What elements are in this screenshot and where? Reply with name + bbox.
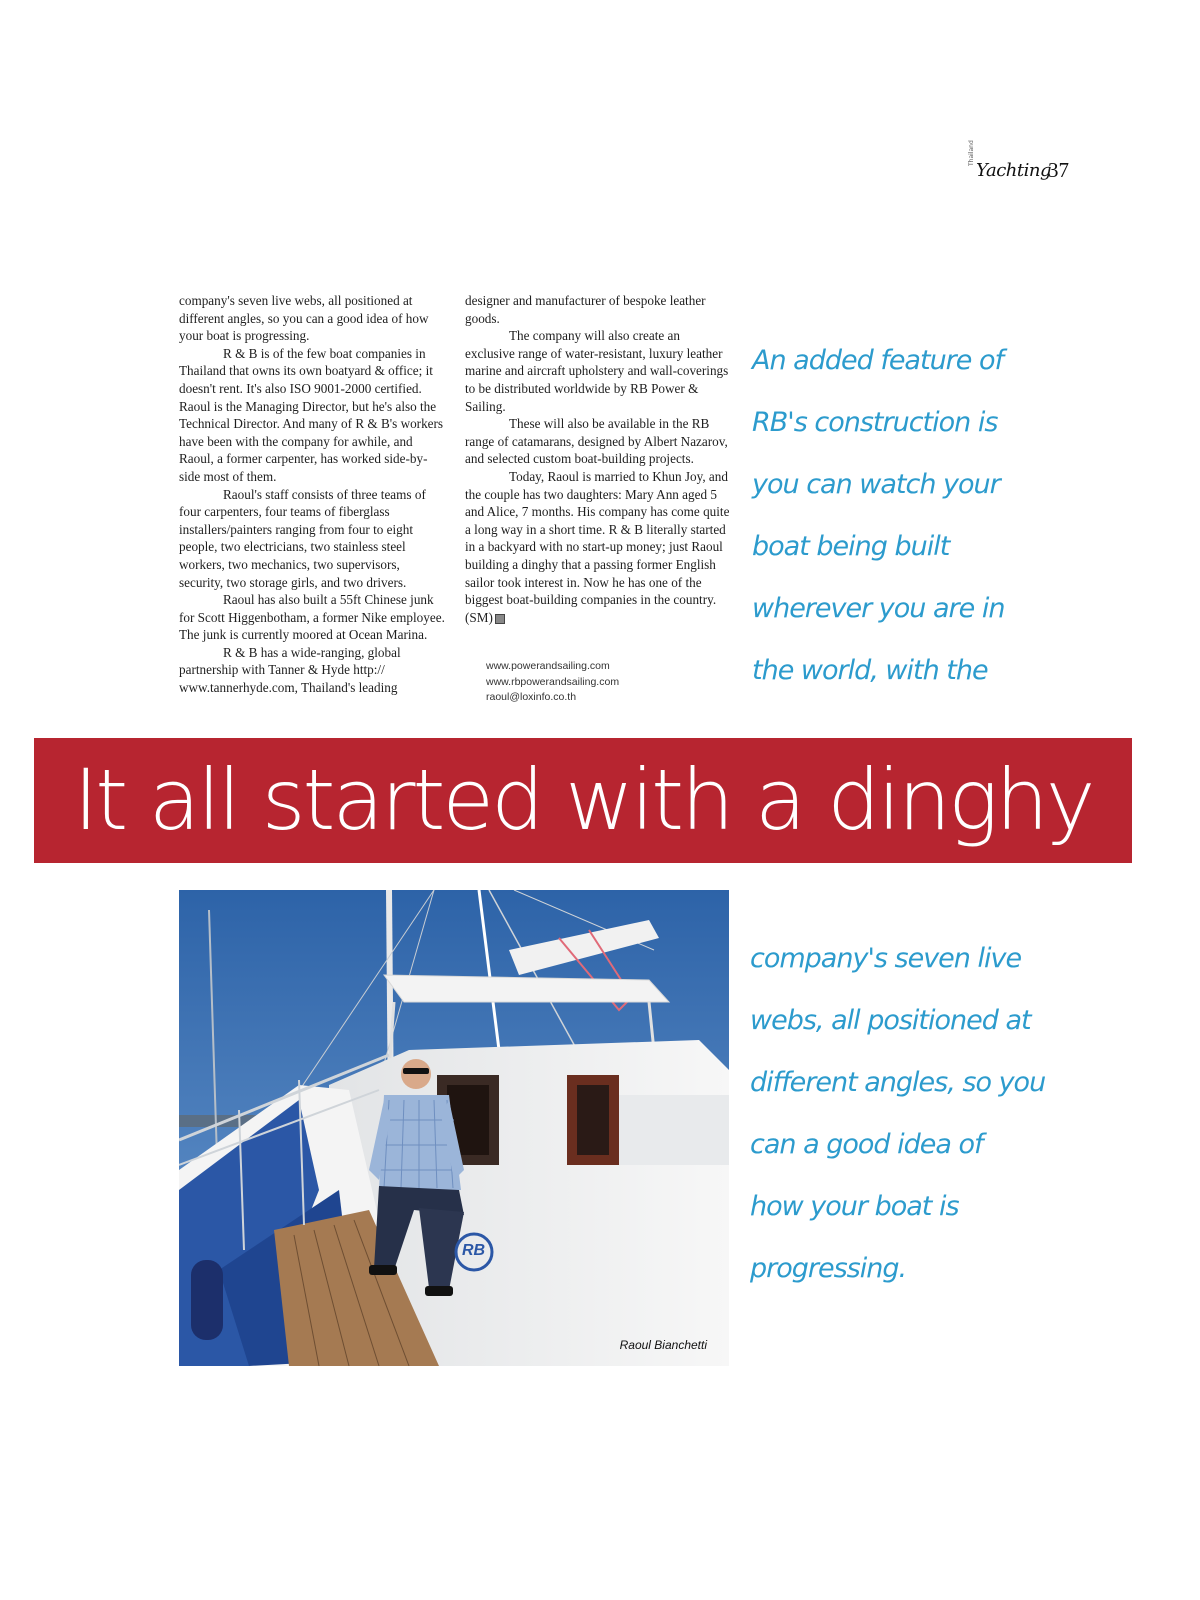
contact-email[interactable]: raoul@loxinfo.co.th xyxy=(486,691,577,703)
pull-quote-line: progressing. xyxy=(750,1253,907,1284)
headline: It all started with a dinghy xyxy=(73,751,1093,849)
link-powerandsailing[interactable]: www.powerandsailing.com xyxy=(486,660,610,672)
article-paragraph: The company will also create an exclusive range of water-resistant, luxury leather marine and aircraft upholstery and wall-coverings to be distributed worldwide by RB Power & Sailing. xyxy=(465,328,729,414)
pull-quote-line: you can watch your xyxy=(752,469,1000,500)
link-rbpowerandsailing[interactable]: www.rbpowerandsailing.com xyxy=(486,675,620,688)
pull-quote-line: An added feature of xyxy=(752,345,1003,376)
pull-quote-line: wherever you are in xyxy=(752,593,1005,624)
article-paragraph: These will also be available in the RB range of catamarans, designed by Albert Nazarov, and selected custom boat-building projects. xyxy=(465,416,728,467)
article-paragraph: Raoul's staff consists of three teams of four carpenters, four teams of fiberglass installers/painters ranging from four to eight people, two electricians, two stainless steel workers, two mechanics, two supervisors, security, two storage girls, and two drivers. xyxy=(179,486,426,590)
masthead-tag: Thailand xyxy=(968,140,975,166)
article-paragraph: designer and manufacturer of bespoke leather goods. xyxy=(465,293,706,326)
masthead xyxy=(968,140,1088,190)
pull-quote-line: company's seven live xyxy=(750,943,1022,974)
article-column-1 xyxy=(179,292,445,697)
pull-quote-top xyxy=(752,330,1004,702)
pull-quote-line: boat being built xyxy=(752,531,950,562)
pull-quote-line: RB's construction is xyxy=(752,407,998,438)
hull-rb-logo: RB xyxy=(462,1242,486,1259)
headline-banner xyxy=(34,738,1132,863)
pull-quote-line: can a good idea of xyxy=(750,1129,983,1160)
pull-quote-line: the world, with the xyxy=(752,655,988,686)
contact-links xyxy=(486,659,726,706)
photo-catamaran-man xyxy=(179,890,729,1366)
article-paragraph: Today, Raoul is married to Khun Joy, and the couple has two daughters: Mary Ann aged 5 and Alice, 7 months. His company has come quite a long way in a short time. R & B literally started in a backyard with no start-up money; just Raoul building a dinghy that a passing former English sailor took interest in. Now he has one of the biggest boat-building companies in the country. (SM) xyxy=(465,468,730,625)
pull-quote-line: different angles, so you xyxy=(750,1067,1046,1098)
end-mark-icon xyxy=(495,614,505,624)
article-paragraph: R & B is of the few boat companies in Thailand that owns its own boatyard & office; it doesn't rent. It's also ISO 9001-2000 certified. Raoul is the Managing Director, but he's also the Technical Director. And many of R & B's workers have been with the company for awhile, and Raoul, a former carpenter, has worked side-by-side most of them. xyxy=(179,345,444,484)
pull-quote-bottom xyxy=(750,928,1045,1300)
article-paragraph: company's seven live webs, all positioned at different angles, so you can a good idea of how your boat is progressing. xyxy=(179,293,429,344)
page-number: 37 xyxy=(1048,158,1069,182)
pull-quote-line: webs, all positioned at xyxy=(750,1005,1031,1036)
pull-quote-line: how your boat is xyxy=(750,1191,959,1222)
article-paragraph: R & B has a wide-ranging, global partnership with Tanner & Hyde http:// www.tannerhyde.com, Thailand's leading xyxy=(179,644,401,696)
photo-caption: Raoul Bianchetti xyxy=(619,1338,707,1352)
article-paragraph: Raoul has also built a 55ft Chinese junk for Scott Higgenbotham, a former Nike employee. The junk is currently moored at Ocean Marina. xyxy=(179,592,445,643)
magazine-logo: Yachting xyxy=(976,160,1051,181)
article-photo xyxy=(179,890,729,1366)
article-column-2 xyxy=(465,292,731,626)
